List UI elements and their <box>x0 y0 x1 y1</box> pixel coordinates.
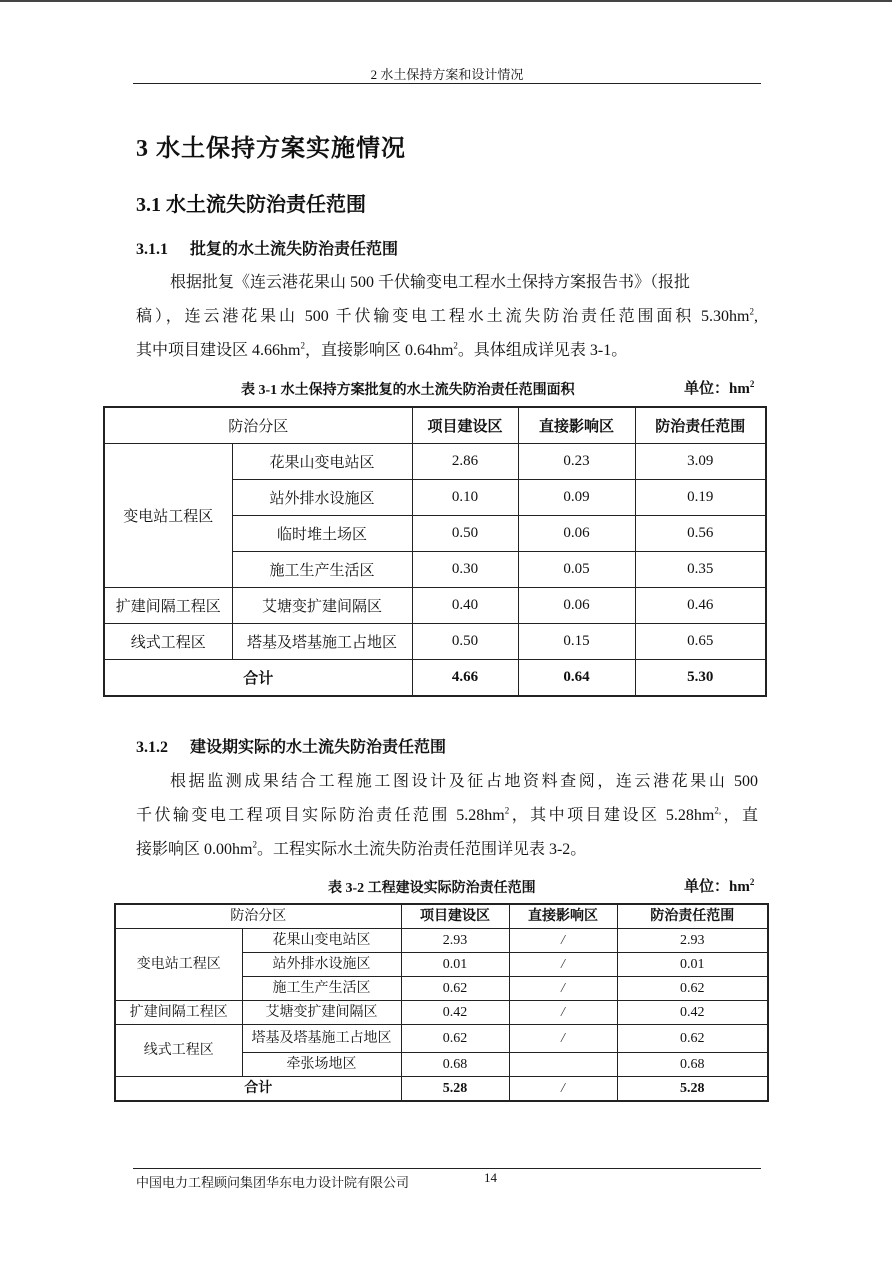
value-cell <box>509 1053 617 1077</box>
value-cell: / <box>509 929 617 953</box>
page-number: 14 <box>484 1170 497 1185</box>
group-cell: 线式工程区 <box>104 624 232 660</box>
value-cell: 2.86 <box>412 444 518 480</box>
value-cell: / <box>509 1025 617 1053</box>
header-cell: 直接影响区 <box>518 407 635 444</box>
value-cell: 0.06 <box>518 516 635 552</box>
total-value-cell: / <box>509 1077 617 1102</box>
value-cell: 0.40 <box>412 588 518 624</box>
value-cell: 0.62 <box>401 977 509 1001</box>
header-cell: 防治责任范围 <box>635 407 766 444</box>
subsection-heading-3-1-2 <box>136 734 446 757</box>
running-header: 2 水土保持方案和设计情况 <box>370 67 524 82</box>
paragraph-line: 千伏输变电工程项目实际防治责任范围 $5.28hm^2$，其中项目建设区 $5.28hm^{2,}$，直 <box>136 805 758 824</box>
value-cell: 0.68 <box>617 1053 768 1077</box>
footer-divider <box>133 1168 761 1169</box>
zone-cell: 站外排水设施区 <box>242 953 401 977</box>
value-cell: 0.68 <box>401 1053 509 1077</box>
value-cell: 0.46 <box>635 588 766 624</box>
header-cell: 项目建设区 <box>412 407 518 444</box>
zone-cell: 施工生产生活区 <box>232 552 412 588</box>
header-cell: 防治分区 <box>104 407 412 444</box>
value-cell: / <box>509 977 617 1001</box>
value-cell: 0.35 <box>635 552 766 588</box>
value-cell: 0.23 <box>518 444 635 480</box>
subsection-number: 3.1.2 <box>136 739 168 756</box>
group-cell: 线式工程区 <box>115 1025 242 1077</box>
group-cell: 变电站工程区 <box>115 929 242 1001</box>
value-cell: 0.62 <box>617 1025 768 1053</box>
value-cell: 0.30 <box>412 552 518 588</box>
total-label-cell: 合计 <box>104 660 412 697</box>
total-label-cell: 合计 <box>115 1077 401 1102</box>
table-row <box>115 1001 768 1025</box>
zone-cell: 艾塘变扩建间隔区 <box>242 1001 401 1025</box>
paragraph-line: 根据监测成果结合工程施工图设计及征占地资料查阅，连云港花果山 500 <box>170 773 758 790</box>
total-value-cell: 0.64 <box>518 660 635 697</box>
value-cell: 0.01 <box>617 953 768 977</box>
header-cell: 项目建设区 <box>401 904 509 929</box>
value-cell: 3.09 <box>635 444 766 480</box>
table-unit-3-1: 单位：$hm^2$ <box>684 379 755 397</box>
value-cell: 0.62 <box>617 977 768 1001</box>
chapter-title: 3 水土保持方案实施情况 <box>136 136 406 162</box>
table-total-row <box>115 1077 768 1102</box>
table-row <box>104 444 766 480</box>
subsection-heading-3-1-1 <box>136 236 398 259</box>
total-value-cell: 5.28 <box>401 1077 509 1102</box>
total-value-cell: 5.30 <box>635 660 766 697</box>
page-top-border <box>0 0 892 2</box>
table-row <box>104 588 766 624</box>
table-caption-3-1: 表 3-1 水土保持方案批复的水土流失防治责任范围面积 <box>241 383 575 398</box>
table-3-1-approved-area <box>103 406 767 697</box>
paragraph-line: 稿），连云港花果山 500 千伏输变电工程水土流失防治责任范围面积 $5.30hm^2$, <box>136 306 758 325</box>
value-cell: 0.15 <box>518 624 635 660</box>
value-cell: 0.06 <box>518 588 635 624</box>
group-cell: 扩建间隔工程区 <box>115 1001 242 1025</box>
total-value-cell: 5.28 <box>617 1077 768 1102</box>
header-cell: 防治责任范围 <box>617 904 768 929</box>
zone-cell: 花果山变电站区 <box>232 444 412 480</box>
paragraph-approved-range <box>136 266 758 368</box>
table-header-row <box>115 904 768 929</box>
header-cell: 防治分区 <box>115 904 401 929</box>
value-cell: 0.19 <box>635 480 766 516</box>
zone-cell: 塔基及塔基施工占地区 <box>242 1025 401 1053</box>
paragraph-line: 接影响区 $0.00hm^2$。工程实际水土流失防治责任范围详见表 3-2。 <box>136 839 587 858</box>
value-cell: 0.65 <box>635 624 766 660</box>
paragraph-actual-range <box>136 765 758 867</box>
zone-cell: 站外排水设施区 <box>232 480 412 516</box>
header-cell: 直接影响区 <box>509 904 617 929</box>
table-row <box>115 1025 768 1053</box>
subsection-title: 建设期实际的水土流失防治责任范围 <box>190 739 447 756</box>
table-total-row <box>104 660 766 697</box>
zone-cell: 塔基及塔基施工占地区 <box>232 624 412 660</box>
value-cell: / <box>509 1001 617 1025</box>
zone-cell: 艾塘变扩建间隔区 <box>232 588 412 624</box>
value-cell: 0.62 <box>401 1025 509 1053</box>
value-cell: 0.42 <box>617 1001 768 1025</box>
value-cell: 0.42 <box>401 1001 509 1025</box>
section-title-3-1: 3.1 水土流失防治责任范围 <box>136 194 366 216</box>
zone-cell: 施工生产生活区 <box>242 977 401 1001</box>
value-cell: 0.05 <box>518 552 635 588</box>
header-divider <box>133 83 761 84</box>
footer-company: 中国电力工程顾问集团华东电力设计院有限公司 <box>136 1175 410 1190</box>
paragraph-line: 其中项目建设区 $4.66hm^2$，直接影响区 $0.64hm^2$。具体组成详见表 3-1。 <box>136 340 628 359</box>
table-header-row <box>104 407 766 444</box>
group-cell: 变电站工程区 <box>104 444 232 588</box>
table-row <box>115 929 768 953</box>
value-cell: 0.10 <box>412 480 518 516</box>
zone-cell: 花果山变电站区 <box>242 929 401 953</box>
value-cell: / <box>509 953 617 977</box>
paragraph-line: 根据批复《连云港花果山 500 千伏输变电工程水土保持方案报告书》（报批 <box>170 274 691 291</box>
zone-cell: 临时堆土场区 <box>232 516 412 552</box>
value-cell: 0.09 <box>518 480 635 516</box>
value-cell: 0.50 <box>412 516 518 552</box>
total-value-cell: 4.66 <box>412 660 518 697</box>
table-row <box>104 624 766 660</box>
value-cell: 0.50 <box>412 624 518 660</box>
value-cell: 2.93 <box>617 929 768 953</box>
value-cell: 0.56 <box>635 516 766 552</box>
zone-cell: 牵张场地区 <box>242 1053 401 1077</box>
value-cell: 0.01 <box>401 953 509 977</box>
table-3-2-actual-area <box>114 903 769 1102</box>
table-caption-3-2: 表 3-2 工程建设实际防治责任范围 <box>328 881 536 896</box>
subsection-title: 批复的水土流失防治责任范围 <box>190 241 399 258</box>
subsection-number: 3.1.1 <box>136 241 168 258</box>
group-cell: 扩建间隔工程区 <box>104 588 232 624</box>
value-cell: 2.93 <box>401 929 509 953</box>
table-unit-3-2: 单位：$hm^2$ <box>684 877 755 895</box>
